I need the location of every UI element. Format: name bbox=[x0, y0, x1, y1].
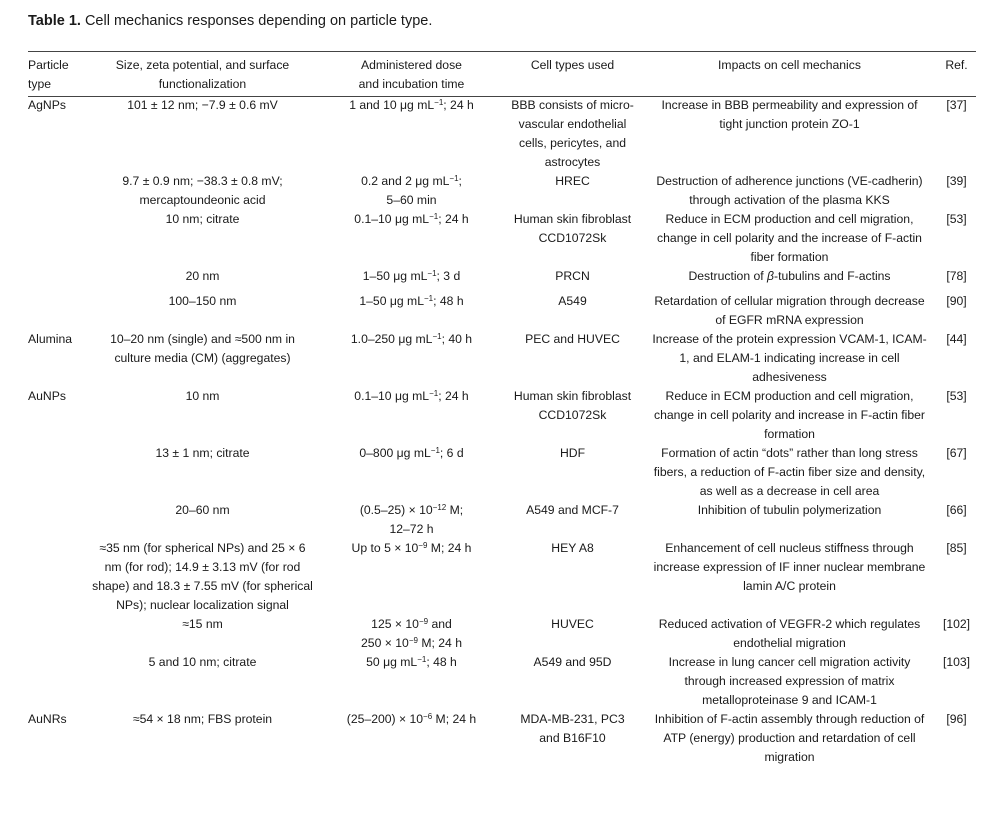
cell-impacts: Increase in BBB permeability and expression of tight junction protein ZO-1 bbox=[661, 98, 918, 131]
cell-ref: [53] bbox=[946, 212, 967, 226]
table-row bbox=[28, 710, 976, 767]
cell-impacts: Increase of the protein expression VCAM-1, ICAM-1, and ELAM-1 indicating increase in cell adhesiveness bbox=[652, 332, 927, 384]
table-row bbox=[28, 615, 976, 653]
cell-size: 101 ± 12 nm; −7.9 ± 0.6 mV bbox=[127, 98, 278, 112]
cell-impacts: Inhibition of tubulin polymerization bbox=[697, 503, 882, 517]
cell-cell-types: A549 bbox=[558, 294, 587, 308]
cell-impacts: Enhancement of cell nucleus stiffness through increase expression of IF inner nuclear membrane lamin A/C protein bbox=[653, 541, 926, 593]
cell-cell-types: A549 and 95D bbox=[533, 655, 612, 669]
cell-impacts: Reduce in ECM production and cell migration, change in cell polarity and the increase of F-actin fiber formation bbox=[657, 212, 922, 264]
cell-particle-type bbox=[28, 653, 85, 710]
table-row bbox=[28, 444, 976, 501]
cell-ref: [39] bbox=[946, 174, 967, 188]
cell-size: 10 nm; citrate bbox=[165, 212, 240, 226]
cell-ref: [67] bbox=[946, 446, 967, 460]
cell-dose: 1–50 μg $mL^{-1}$; 48 h bbox=[359, 294, 464, 308]
cell-impacts: Reduced activation of VEGFR-2 which regulates endothelial migration bbox=[658, 617, 921, 650]
cell-particle-type: AgNPs bbox=[28, 98, 66, 112]
header-size: Size, zeta potential, and surface functionalization bbox=[115, 58, 290, 91]
cell-dose: 1–50 μg $mL^{-1}$; 3 d bbox=[362, 269, 461, 283]
table-row bbox=[28, 501, 976, 539]
cell-cell-types: BBB consists of micro-vascular endothelial cells, pericytes, and astrocytes bbox=[511, 98, 634, 169]
cell-impacts: Increase in lung cancer cell migration activity through increased expression of matrix metalloproteinase 9 and ICAM-1 bbox=[668, 655, 911, 707]
cell-impacts: Retardation of cellular migration through decrease of EGFR mRNA expression bbox=[654, 294, 925, 327]
cell-cell-types: Human skin fibroblast CCD1072Sk bbox=[513, 389, 632, 422]
cell-size: ≈15 nm bbox=[182, 617, 223, 631]
cell-size: ≈35 nm (for spherical NPs) and 25 × 6 nm (for rod); 14.9 ± 3.13 mV (for rod shape) and 18.3 ± 7.55 mV (for spherical NPs); nuclear localization signal bbox=[92, 541, 313, 612]
cell-particle-type bbox=[28, 292, 85, 330]
cell-size: 10–20 nm (single) and ≈500 nm in culture media (CM) (aggregates) bbox=[110, 332, 295, 365]
cell-impacts: Destruction of β-tubulins and F-actins bbox=[688, 269, 891, 283]
cell-cell-types: HDF bbox=[559, 446, 586, 460]
cell-cell-types: HREC bbox=[555, 174, 590, 188]
cell-ref: [66] bbox=[946, 503, 967, 517]
cell-dose: 0–800 μg $mL^{-1}$; 6 d bbox=[359, 446, 464, 460]
table-row bbox=[28, 267, 976, 292]
cell-dose: 0.1–10 μg $mL^{-1}$; 24 h bbox=[354, 212, 469, 226]
cell-particle-type: AuNPs bbox=[28, 389, 66, 403]
table-row bbox=[28, 330, 976, 387]
cell-size: ≈54 × 18 nm; FBS protein bbox=[132, 712, 273, 726]
cell-size: 9.7 ± 0.9 nm; −38.3 ± 0.8 mV; mercaptoundeonic acid bbox=[122, 174, 283, 207]
cell-impacts: Inhibition of F-actin assembly through reduction of ATP (energy) production and retardation of cell migration bbox=[654, 712, 925, 764]
cell-dose: 1.0–250 μg $mL^{-1}$; 40 h bbox=[350, 332, 473, 346]
cell-particle-type bbox=[28, 267, 85, 292]
header-ref: Ref. bbox=[945, 58, 968, 72]
cell-size: 20–60 nm bbox=[175, 503, 230, 517]
cell-particle-type bbox=[28, 615, 85, 653]
table-row bbox=[28, 96, 976, 172]
data-table bbox=[28, 56, 976, 767]
cell-ref: [85] bbox=[946, 541, 967, 555]
header-particle-type: Particle type bbox=[28, 58, 69, 91]
cell-particle-type bbox=[28, 444, 85, 501]
cell-dose: 0.2 and 2 μg $mL^{-1}$; 5–60 min bbox=[361, 174, 462, 207]
table-row bbox=[28, 292, 976, 330]
cell-particle-type bbox=[28, 210, 85, 267]
cell-ref: [53] bbox=[946, 389, 967, 403]
cell-ref: [96] bbox=[946, 712, 967, 726]
cell-cell-types: HUVEC bbox=[551, 617, 594, 631]
cell-dose: $(0.5-25) \times 10^{-12}$ M; 12–72 h bbox=[359, 503, 464, 536]
cell-ref: [37] bbox=[946, 98, 967, 112]
cell-cell-types: HEY A8 bbox=[551, 541, 594, 555]
cell-particle-type bbox=[28, 539, 85, 615]
cell-particle-type: Alumina bbox=[28, 332, 73, 346]
header-impacts: Impacts on cell mechanics bbox=[718, 58, 861, 72]
cell-size: 20 nm bbox=[185, 269, 220, 283]
cell-impacts: Reduce in ECM production and cell migration, change in cell polarity and increase in F-actin fiber formation bbox=[654, 389, 925, 441]
cell-dose: 1 and 10 μg $mL^{-1}$; 24 h bbox=[349, 98, 474, 112]
header-dose: Administered dose and incubation time bbox=[358, 58, 465, 91]
cell-size: 13 ± 1 nm; citrate bbox=[155, 446, 250, 460]
cell-dose: 50 μg $mL^{-1}$; 48 h bbox=[366, 655, 457, 669]
cell-ref: [102] bbox=[942, 617, 971, 631]
table-label: Table 1. bbox=[28, 13, 81, 29]
cell-particle-type bbox=[28, 172, 85, 210]
cell-ref: [78] bbox=[946, 269, 967, 283]
caption-text: Cell mechanics responses depending on particle type. bbox=[84, 13, 433, 29]
cell-cell-types: MDA-MB-231, PC3 and B16F10 bbox=[520, 712, 625, 745]
table-row bbox=[28, 210, 976, 267]
table-row bbox=[28, 539, 976, 615]
cell-cell-types: Human skin fibroblast CCD1072Sk bbox=[513, 212, 632, 245]
cell-ref: [90] bbox=[946, 294, 967, 308]
header-row bbox=[28, 56, 976, 96]
table-row bbox=[28, 387, 976, 444]
cell-particle-type: AuNRs bbox=[28, 712, 67, 726]
cell-cell-types: PEC and HUVEC bbox=[525, 332, 620, 346]
cell-cell-types: PRCN bbox=[555, 269, 590, 283]
cell-dose: $(25-200) \times 10^{-6}$ M; 24 h bbox=[346, 712, 477, 726]
cell-impacts: Destruction of adherence junctions (VE-cadherin) through activation of the plasma KKS bbox=[656, 174, 923, 207]
cell-impacts: Formation of actin “dots” rather than long stress fibers, a reduction of F-actin fiber size and density, as well as a decrease in cell area bbox=[653, 446, 926, 498]
table-row bbox=[28, 172, 976, 210]
cell-size: 10 nm bbox=[185, 389, 220, 403]
cell-dose: 0.1–10 μg $mL^{-1}$; 24 h bbox=[354, 389, 469, 403]
table-row bbox=[28, 653, 976, 710]
top-rule bbox=[28, 51, 976, 52]
header-cell-types: Cell types used bbox=[530, 58, 615, 72]
cell-cell-types: A549 and MCF-7 bbox=[526, 503, 619, 517]
cell-size: 100–150 nm bbox=[168, 294, 237, 308]
cell-dose: Up to $5 \times 10^{-9}$ M; 24 h bbox=[351, 541, 472, 555]
cell-size: 5 and 10 nm; citrate bbox=[148, 655, 257, 669]
table-caption bbox=[28, 13, 432, 29]
cell-particle-type bbox=[28, 501, 85, 539]
cell-ref: [103] bbox=[942, 655, 971, 669]
cell-dose: $125 \times 10^{-9}$ and $250 \times 10^{-9}$ M; 24 h bbox=[361, 617, 462, 650]
cell-ref: [44] bbox=[946, 332, 967, 346]
